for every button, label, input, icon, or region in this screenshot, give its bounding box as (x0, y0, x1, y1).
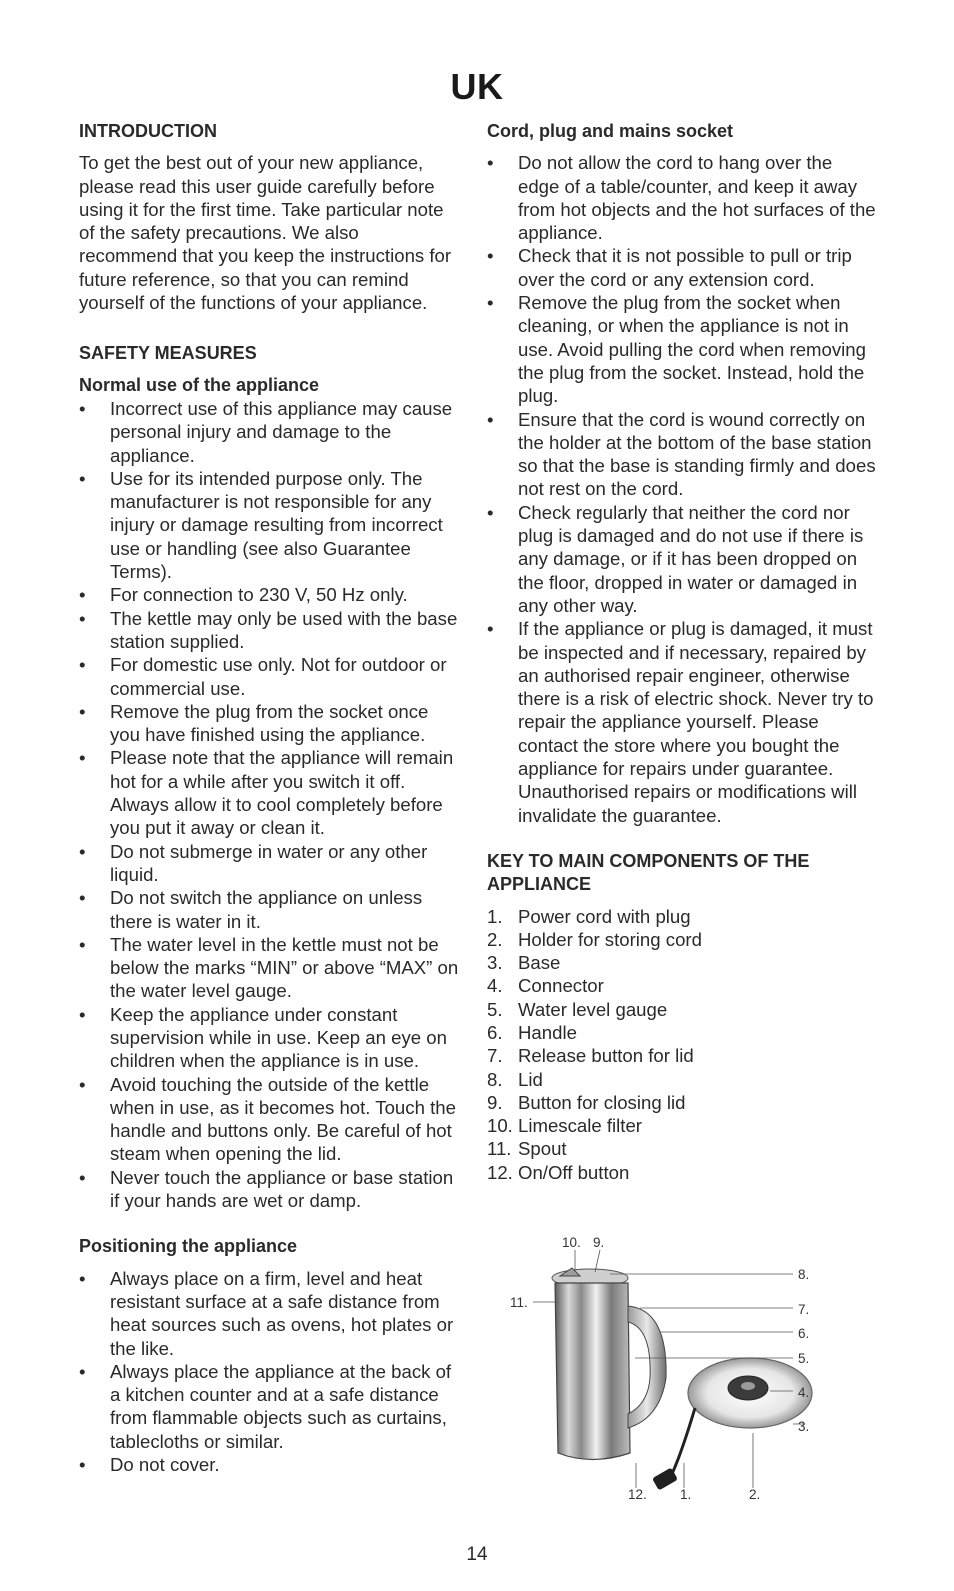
cord-item (487, 291, 877, 407)
bullet-icon: • (79, 607, 86, 629)
component-label: On/Off button (518, 1161, 630, 1183)
normal-use-item-text: Avoid touching the outside of the kettle when in use, as it becomes hot. Touch the handle and buttons only. Be careful of hot steam when opening the lid. (110, 1073, 456, 1165)
component-number: 4. (487, 975, 503, 997)
positioning-item (79, 1267, 459, 1360)
components-list (487, 905, 877, 1185)
normal-use-item (79, 607, 459, 654)
callout-5: 5. (798, 1351, 810, 1366)
bullet-icon: • (79, 654, 86, 676)
component-label: Connector (518, 975, 604, 997)
normal-use-item (79, 397, 459, 467)
positioning-item-text: Do not cover. (110, 1454, 220, 1476)
cord-item (487, 408, 877, 501)
bullet-icon: • (487, 245, 494, 267)
cord-item (487, 244, 877, 291)
component-item (487, 1161, 877, 1184)
component-label: Holder for storing cord (518, 928, 702, 950)
callout-7: 7. (798, 1302, 810, 1317)
left-column (79, 120, 459, 1476)
introduction-heading: INTRODUCTION (79, 121, 217, 141)
component-number: 8. (487, 1068, 503, 1090)
bullet-icon: • (487, 152, 494, 174)
bullet-icon: • (79, 584, 86, 606)
bullet-icon: • (79, 700, 86, 722)
component-item (487, 974, 877, 997)
bullet-icon: • (487, 618, 494, 640)
component-number: 11. (487, 1138, 512, 1160)
cord-list (487, 151, 877, 827)
kettle-body (555, 1283, 630, 1460)
component-label: Power cord with plug (518, 905, 691, 927)
component-number: 6. (487, 1021, 503, 1043)
normal-use-item-text: Do not switch the appliance on unless there is water in it. (110, 887, 423, 932)
component-item (487, 928, 877, 951)
component-item (487, 998, 877, 1021)
bullet-icon: • (487, 501, 494, 523)
normal-use-item-text: Remove the plug from the socket once you have finished using the appliance. (110, 700, 429, 746)
bullet-icon: • (487, 408, 494, 430)
component-label: Lid (518, 1068, 543, 1090)
bullet-icon: • (79, 887, 86, 909)
callout-2: 2. (749, 1487, 761, 1502)
normal-use-heading: Normal use of the appliance (79, 374, 320, 395)
normal-use-item-text: Keep the appliance under constant supervision while in use. Keep an eye on children when the appliance is in use. (110, 1003, 447, 1072)
component-item (487, 1044, 877, 1067)
introduction-text: To get the best out of your new appliance, please read this user guide carefully before using it for the first time. Take particular note of the safety precautions. We also recommend that you keep the instructions for future reference, so that you can remind yourself of the functions of your appliance. (79, 152, 452, 314)
component-number: 7. (487, 1045, 503, 1067)
component-number: 2. (487, 928, 503, 950)
normal-use-item (79, 840, 459, 887)
callout-8: 8. (798, 1267, 810, 1282)
component-item (487, 1091, 877, 1114)
callout-4: 4. (798, 1385, 810, 1400)
bullet-icon: • (487, 292, 494, 314)
normal-use-item (79, 886, 459, 933)
component-number: 9. (487, 1091, 503, 1113)
callout-9: 9. (593, 1235, 605, 1250)
bullet-icon: • (79, 1003, 86, 1025)
bullet-icon: • (79, 1454, 86, 1476)
page-number: 14 (466, 1544, 488, 1565)
callout-11: 11. (510, 1295, 528, 1310)
normal-use-item-text: The kettle may only be used with the base station supplied. (110, 607, 458, 652)
normal-use-item (79, 746, 459, 839)
normal-use-item-text: Please note that the appliance will remain hot for a while after you switch it off. Always allow it to cool completely before you put it away or clean it. (110, 747, 454, 839)
bullet-icon: • (79, 747, 86, 769)
normal-use-item (79, 1003, 459, 1073)
normal-use-item (79, 583, 459, 606)
cord-item-text: If the appliance or plug is damaged, it must be inspected and if necessary, repaired by an authorised repair engineer, otherwise there is a risk of electric shock. Never try to repair the appliance yourself. Please contact the store where you bought the appliance for repairs under guarantee. Unauthorised repairs or modifications will invalidate the guarantee. (518, 618, 874, 826)
cord-item-text: Check that it is not possible to pull or trip over the cord or any extension cord. (518, 245, 852, 290)
normal-use-item-text: For connection to 230 V, 50 Hz only. (110, 584, 408, 606)
positioning-item-text: Always place the appliance at the back of a kitchen counter and at a safe distance from flammable objects such as curtains, tablecloths or similar. (110, 1360, 452, 1452)
cord-item-text: Do not allow the cord to hang over the edge of a table/counter, and keep it away from hot objects and the hot surfaces of the appliance. (518, 152, 876, 244)
component-item (487, 1114, 877, 1137)
callout-3: 3. (798, 1419, 810, 1434)
right-column (487, 120, 877, 1184)
callout-6: 6. (798, 1326, 810, 1341)
bullet-icon: • (79, 840, 86, 862)
bullet-icon: • (79, 1360, 86, 1382)
key-components-heading: KEY TO MAIN COMPONENTS OF THE APPLIANCE (487, 850, 810, 895)
positioning-item-text: Always place on a firm, level and heat resistant surface at a safe distance from heat sources such as ovens, hot plates or the like. (110, 1267, 454, 1359)
kettle-diagram (500, 1228, 830, 1508)
cord-plug-heading: Cord, plug and mains socket (487, 121, 734, 141)
positioning-item (79, 1360, 459, 1453)
component-item (487, 1021, 877, 1044)
positioning-item (79, 1453, 459, 1476)
positioning-list (79, 1267, 459, 1477)
kettle-illustration (500, 1228, 830, 1508)
component-item (487, 905, 877, 928)
normal-use-item-text: The water level in the kettle must not be below the marks “MIN” or above “MAX” on the water level gauge. (110, 933, 459, 1002)
component-number: 1. (487, 905, 503, 927)
normal-use-item (79, 653, 459, 700)
component-item (487, 951, 877, 974)
callout-12: 12. (628, 1487, 647, 1502)
handle-shape (628, 1306, 666, 1428)
bullet-icon: • (79, 1267, 86, 1289)
normal-use-item-text: Use for its intended purpose only. The manufacturer is not responsible for any injury or damage resulting from incorrect use or handling (see also Guarantee Terms). (110, 467, 443, 583)
cord-item (487, 151, 877, 244)
safety-measures-heading: SAFETY MEASURES (79, 343, 257, 364)
bullet-icon: • (79, 1073, 86, 1095)
cord-item-text: Ensure that the cord is wound correctly on the holder at the bottom of the base station so that the base is standing firmly and does not rest on the cord. (518, 408, 876, 500)
positioning-heading: Positioning the appliance (79, 1236, 298, 1257)
component-number: 3. (487, 952, 503, 974)
normal-use-item (79, 1073, 459, 1166)
normal-use-item (79, 1166, 459, 1213)
component-label: Water level gauge (518, 998, 668, 1020)
normal-use-item (79, 700, 459, 747)
bullet-icon: • (79, 467, 86, 489)
power-cord (670, 1408, 695, 1478)
component-item (487, 1068, 877, 1091)
bullet-icon: • (79, 1166, 86, 1188)
normal-use-item (79, 933, 459, 1003)
normal-use-item (79, 467, 459, 583)
callout-10: 10. (562, 1235, 581, 1250)
bullet-icon: • (79, 933, 86, 955)
callout-1: 1. (680, 1487, 692, 1502)
normal-use-item-text: For domestic use only. Not for outdoor or commercial use. (110, 654, 447, 699)
component-label: Base (518, 952, 561, 974)
component-label: Limescale filter (518, 1115, 643, 1137)
component-label: Release button for lid (518, 1045, 694, 1067)
component-label: Spout (518, 1138, 567, 1160)
component-label: Button for closing lid (518, 1091, 686, 1113)
component-label: Handle (518, 1021, 577, 1043)
normal-use-item-text: Do not submerge in water or any other liquid. (110, 840, 428, 885)
component-item (487, 1137, 877, 1160)
component-number: 5. (487, 998, 503, 1020)
normal-use-item-text: Incorrect use of this appliance may cause personal injury and damage to the appliance. (110, 397, 453, 466)
component-number: 12. (487, 1161, 513, 1183)
cord-item-text: Check regularly that neither the cord nor plug is damaged and do not use if there is any damage, or if it has been dropped on the floor, dropped in water or damaged in any other way. (518, 501, 864, 616)
page-title: UK (450, 66, 504, 107)
cord-item-text: Remove the plug from the socket when cleaning, or when the appliance is not in use. Avoid pulling the cord when removing the plug from the socket. Instead, hold the plug. (518, 292, 866, 407)
bullet-icon: • (79, 397, 86, 419)
normal-use-item-text: Never touch the appliance or base station if your hands are wet or damp. (110, 1166, 454, 1212)
cord-item (487, 617, 877, 827)
normal-use-list (79, 397, 459, 1212)
component-number: 10. (487, 1115, 513, 1137)
cord-item (487, 501, 877, 617)
